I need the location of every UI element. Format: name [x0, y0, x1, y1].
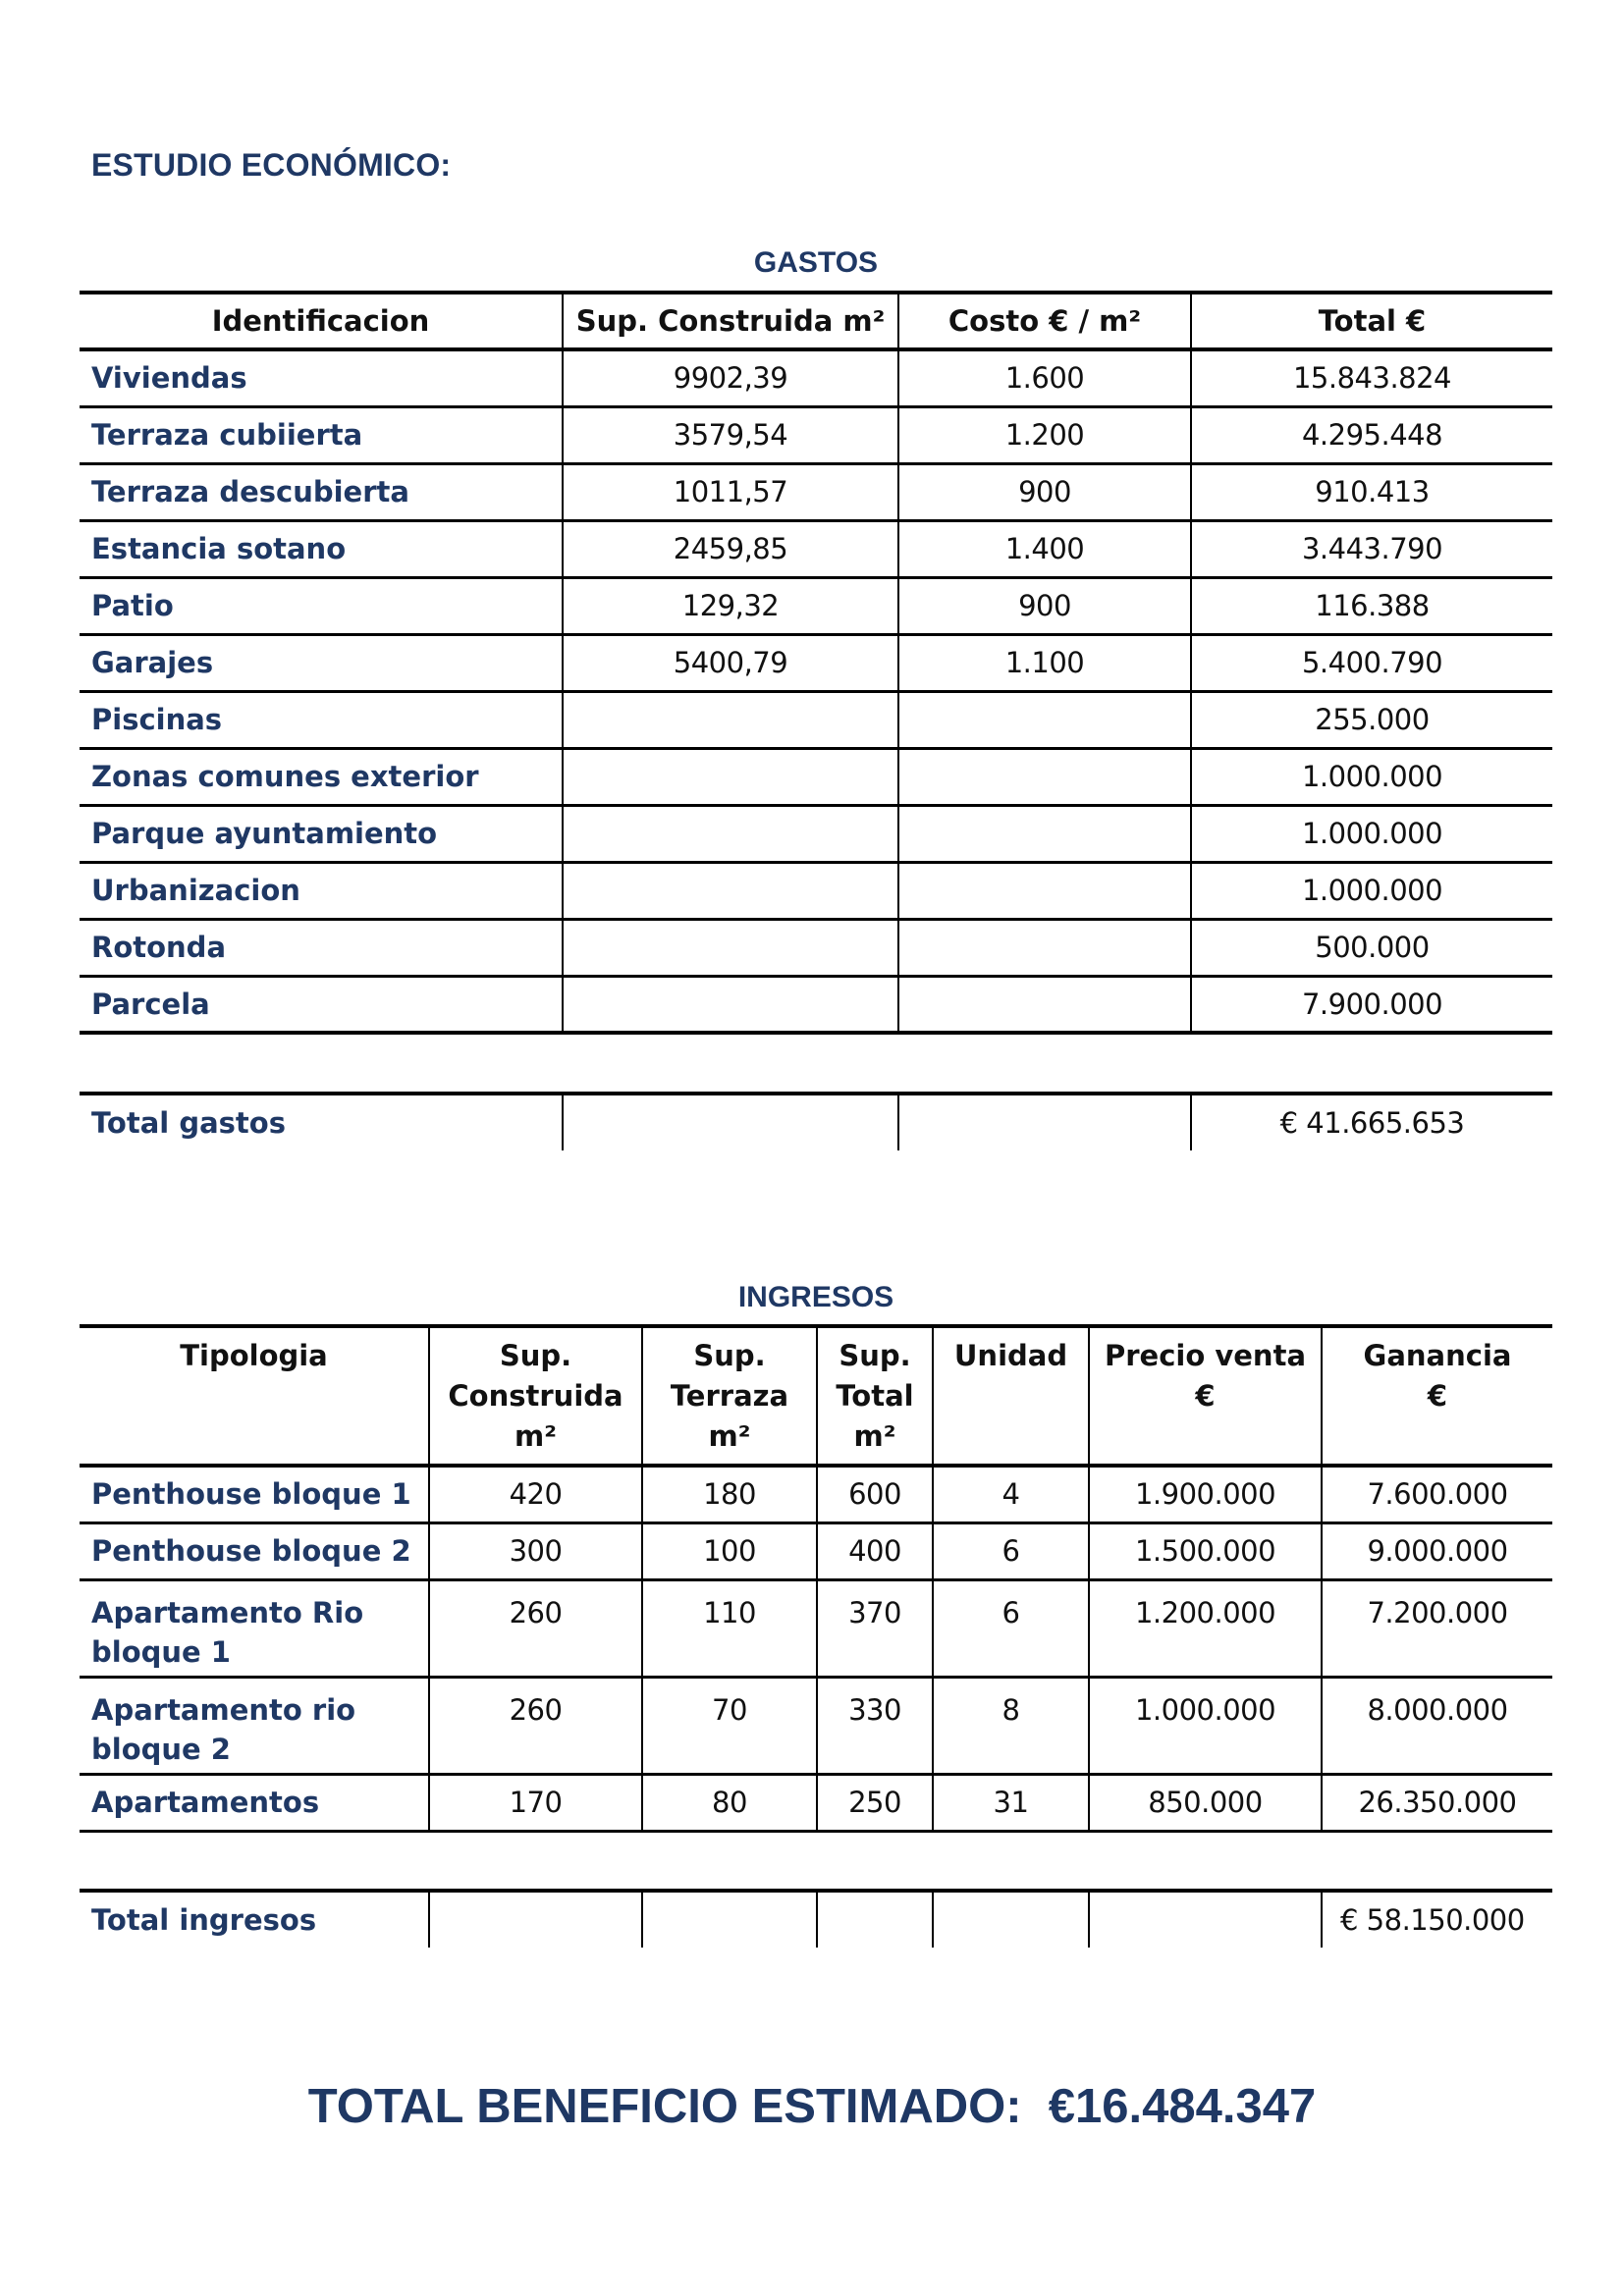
empty-cell	[933, 1891, 1089, 1948]
total-gastos-label: Total gastos	[91, 1106, 286, 1140]
empty-cell	[1089, 1891, 1322, 1948]
empty-cell	[898, 1094, 1191, 1150]
row-precio: 1.500.000	[1089, 1522, 1322, 1579]
row-construida: 420	[429, 1466, 642, 1522]
total-ingresos-value: € 58.150.000	[1322, 1891, 1552, 1948]
row-unidad: 8	[933, 1677, 1089, 1774]
row-ganancia: 9.000.000	[1322, 1522, 1552, 1579]
row-name: Garajes	[91, 646, 214, 679]
row-sup-total: 250	[817, 1774, 933, 1831]
row-name: Apartamento Rio bloque 1	[91, 1595, 364, 1669]
row-total: 1.000.000	[1191, 748, 1552, 805]
row-terraza: 100	[642, 1522, 817, 1579]
row-precio: 1.900.000	[1089, 1466, 1322, 1522]
gastos-col-total: Total €	[1191, 293, 1552, 349]
row-unidad: 31	[933, 1774, 1089, 1831]
row-total: 500.000	[1191, 919, 1552, 976]
row-terraza: 180	[642, 1466, 817, 1522]
row-unidad: 6	[933, 1522, 1089, 1579]
row-precio: 1.200.000	[1089, 1579, 1322, 1677]
row-name: Patio	[91, 589, 174, 622]
row-sup-total: 400	[817, 1522, 933, 1579]
row-costo: 1.400	[898, 520, 1191, 577]
row-name: Terraza cubiierta	[91, 418, 363, 452]
ingresos-header-row	[80, 1326, 1552, 1466]
row-name: Apartamento rio bloque 2	[91, 1692, 356, 1766]
row-sup	[563, 748, 898, 805]
table-row	[80, 1579, 1552, 1677]
total-beneficio	[0, 2079, 1624, 2134]
row-name: Rotonda	[91, 931, 227, 964]
row-terraza: 80	[642, 1774, 817, 1831]
table-row	[80, 691, 1552, 748]
row-costo	[898, 805, 1191, 862]
row-name: Penthouse bloque 1	[91, 1477, 411, 1512]
row-construida: 170	[429, 1774, 642, 1831]
table-row	[80, 748, 1552, 805]
row-sup: 2459,85	[563, 520, 898, 577]
ingresos-col-tipologia: Tipologia	[180, 1339, 328, 1372]
total-beneficio-label: TOTAL BENEFICIO ESTIMADO:	[307, 2080, 1022, 2133]
ingresos-col-sup-terraza: Sup. Terraza m²	[642, 1326, 817, 1466]
table-row	[80, 349, 1552, 406]
row-total: 116.388	[1191, 577, 1552, 634]
total-ingresos-label: Total ingresos	[91, 1903, 317, 1937]
row-ganancia: 7.600.000	[1322, 1466, 1552, 1522]
row-construida: 260	[429, 1579, 642, 1677]
row-total: 4.295.448	[1191, 406, 1552, 463]
row-precio: 1.000.000	[1089, 1677, 1322, 1774]
row-total: 255.000	[1191, 691, 1552, 748]
table-row	[80, 577, 1552, 634]
row-total: 5.400.790	[1191, 634, 1552, 691]
empty-cell	[817, 1891, 933, 1948]
row-sup	[563, 805, 898, 862]
row-costo	[898, 748, 1191, 805]
gastos-total-row	[80, 1094, 1552, 1150]
row-total: 7.900.000	[1191, 976, 1552, 1033]
table-row	[80, 805, 1552, 862]
row-costo: 900	[898, 463, 1191, 520]
row-sup	[563, 691, 898, 748]
row-total: 15.843.824	[1191, 349, 1552, 406]
ingresos-table	[80, 1324, 1552, 1833]
row-name: Piscinas	[91, 703, 223, 736]
row-costo	[898, 919, 1191, 976]
row-costo: 900	[898, 577, 1191, 634]
row-sup-total: 330	[817, 1677, 933, 1774]
table-row	[80, 1522, 1552, 1579]
row-construida: 260	[429, 1677, 642, 1774]
row-unidad: 4	[933, 1466, 1089, 1522]
gastos-total-table	[80, 1092, 1552, 1150]
gastos-header-row	[80, 293, 1552, 349]
row-name: Parque ayuntamiento	[91, 817, 438, 850]
row-ganancia: 7.200.000	[1322, 1579, 1552, 1677]
table-row	[80, 406, 1552, 463]
empty-cell	[563, 1094, 898, 1150]
row-unidad: 6	[933, 1579, 1089, 1677]
gastos-col-sup-construida: Sup. Construida m²	[563, 293, 898, 349]
row-name: Penthouse bloque 2	[91, 1534, 411, 1568]
ingresos-total-row	[80, 1891, 1552, 1948]
gastos-table	[80, 291, 1552, 1035]
gastos-title: GASTOS	[753, 246, 879, 279]
table-row	[80, 463, 1552, 520]
ingresos-total-table	[80, 1889, 1552, 1948]
table-row	[80, 976, 1552, 1033]
ingresos-col-sup-total: Sup. Total m²	[817, 1326, 933, 1466]
row-total: 3.443.790	[1191, 520, 1552, 577]
row-total: 1.000.000	[1191, 805, 1552, 862]
table-row	[80, 634, 1552, 691]
row-sup-total: 600	[817, 1466, 933, 1522]
row-costo: 1.100	[898, 634, 1191, 691]
row-name: Viviendas	[91, 361, 247, 396]
row-sup: 1011,57	[563, 463, 898, 520]
row-total: 910.413	[1191, 463, 1552, 520]
row-precio: 850.000	[1089, 1774, 1322, 1831]
row-total: 1.000.000	[1191, 862, 1552, 919]
empty-cell	[642, 1891, 817, 1948]
ingresos-col-sup-construida: Sup. Construida m²	[429, 1326, 642, 1466]
row-name: Urbanizacion	[91, 874, 300, 907]
ingresos-col-unidad: Unidad	[933, 1326, 1089, 1466]
row-name: Estancia sotano	[91, 532, 347, 565]
row-sup-total: 370	[817, 1579, 933, 1677]
ingresos-title: INGRESOS	[737, 1281, 894, 1313]
row-sup	[563, 919, 898, 976]
ingresos-col-precio-venta: Precio venta €	[1089, 1326, 1322, 1466]
row-costo: 1.600	[898, 349, 1191, 406]
table-row	[80, 1774, 1552, 1831]
row-ganancia: 26.350.000	[1322, 1774, 1552, 1831]
page-title: ESTUDIO ECONÓMICO:	[91, 147, 452, 183]
table-row	[80, 1466, 1552, 1522]
row-costo	[898, 976, 1191, 1033]
row-terraza: 110	[642, 1579, 817, 1677]
row-costo	[898, 862, 1191, 919]
table-row	[80, 1677, 1552, 1774]
row-sup: 5400,79	[563, 634, 898, 691]
row-name: Terraza descubierta	[91, 475, 409, 508]
row-name: Apartamentos	[91, 1786, 320, 1819]
row-sup	[563, 976, 898, 1033]
table-row	[80, 919, 1552, 976]
table-row	[80, 862, 1552, 919]
ingresos-col-ganancia: Ganancia €	[1322, 1326, 1552, 1466]
gastos-col-costo: Costo € / m²	[898, 293, 1191, 349]
row-sup: 9902,39	[563, 349, 898, 406]
row-sup: 129,32	[563, 577, 898, 634]
row-terraza: 70	[642, 1677, 817, 1774]
row-costo	[898, 691, 1191, 748]
row-name: Parcela	[91, 987, 210, 1021]
total-beneficio-value: €16.484.347	[1048, 2080, 1317, 2133]
gastos-col-identificacion: Identificacion	[211, 304, 430, 338]
row-sup: 3579,54	[563, 406, 898, 463]
table-row	[80, 520, 1552, 577]
row-costo: 1.200	[898, 406, 1191, 463]
row-name: Zonas comunes exterior	[91, 760, 479, 793]
empty-cell	[429, 1891, 642, 1948]
row-construida: 300	[429, 1522, 642, 1579]
total-gastos-value: € 41.665.653	[1191, 1094, 1552, 1150]
row-sup	[563, 862, 898, 919]
row-ganancia: 8.000.000	[1322, 1677, 1552, 1774]
